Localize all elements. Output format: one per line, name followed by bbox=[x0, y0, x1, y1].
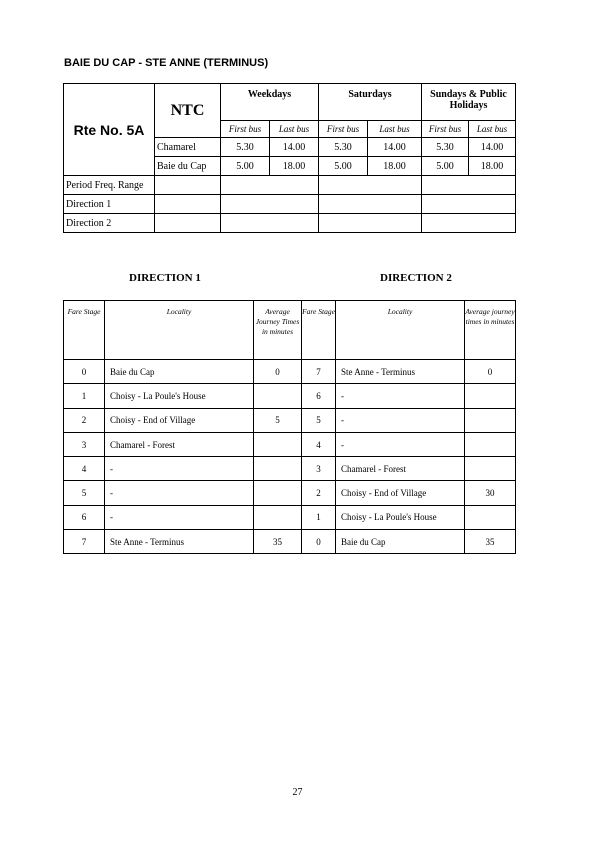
table-row bbox=[64, 195, 516, 214]
direction-2-heading: DIRECTION 2 bbox=[380, 272, 452, 284]
locality-cell: Choisy - La Poule's House bbox=[105, 384, 254, 408]
time-cell: 14.00 bbox=[368, 138, 422, 157]
table-row bbox=[64, 481, 516, 505]
header-journey-time: Average Journey Times in minutes bbox=[254, 301, 302, 360]
time-cell: 5.00 bbox=[221, 157, 270, 176]
fare-stage-cell: 7 bbox=[64, 530, 105, 554]
time-cell: 14.00 bbox=[469, 138, 516, 157]
journey-time-cell bbox=[254, 505, 302, 529]
journey-time-cell: 30 bbox=[465, 481, 516, 505]
row-label: Direction 2 bbox=[64, 214, 155, 233]
page-number: 27 bbox=[292, 787, 303, 798]
fare-stage-cell: 2 bbox=[302, 481, 336, 505]
table-row bbox=[64, 457, 516, 481]
place-name: Chamarel bbox=[155, 138, 221, 157]
place-name: Baie du Cap bbox=[155, 157, 221, 176]
table-row bbox=[64, 432, 516, 456]
journey-time-cell: 0 bbox=[465, 360, 516, 384]
operator-name: NTC bbox=[155, 84, 221, 138]
time-cell: 5.00 bbox=[319, 157, 368, 176]
header-fare-stage: Fare Stage bbox=[64, 301, 105, 360]
journey-time-cell bbox=[465, 408, 516, 432]
sub-header: First bus bbox=[221, 121, 270, 138]
journey-time-cell: 35 bbox=[465, 530, 516, 554]
journey-time-cell: 35 bbox=[254, 530, 302, 554]
fare-stage-cell: 5 bbox=[302, 408, 336, 432]
time-cell: 5.30 bbox=[221, 138, 270, 157]
time-cell: 5.30 bbox=[319, 138, 368, 157]
sub-header: First bus bbox=[422, 121, 469, 138]
locality-cell: Choisy - La Poule's House bbox=[336, 505, 465, 529]
time-cell: 18.00 bbox=[368, 157, 422, 176]
table-row bbox=[64, 360, 516, 384]
locality-cell: Baie du Cap bbox=[336, 530, 465, 554]
table-row bbox=[64, 505, 516, 529]
journey-time-cell bbox=[254, 432, 302, 456]
locality-cell: - bbox=[336, 408, 465, 432]
table-row bbox=[64, 176, 516, 195]
journey-time-cell: 0 bbox=[254, 360, 302, 384]
header-journey-time: Average journey times in minutes bbox=[465, 301, 516, 360]
fare-stage-cell: 3 bbox=[302, 457, 336, 481]
journey-time-cell bbox=[254, 384, 302, 408]
fare-stage-cell: 0 bbox=[64, 360, 105, 384]
locality-cell: Baie du Cap bbox=[105, 360, 254, 384]
journey-time-cell bbox=[465, 505, 516, 529]
table-row bbox=[64, 214, 516, 233]
sub-header: First bus bbox=[319, 121, 368, 138]
time-cell: 18.00 bbox=[270, 157, 319, 176]
row-label: Direction 1 bbox=[64, 195, 155, 214]
day-group-header: Weekdays bbox=[221, 84, 319, 121]
sub-header: Last bus bbox=[368, 121, 422, 138]
time-cell: 18.00 bbox=[469, 157, 516, 176]
fare-stage-cell: 4 bbox=[64, 457, 105, 481]
journey-time-cell bbox=[254, 481, 302, 505]
fare-stage-cell: 6 bbox=[302, 384, 336, 408]
fare-stage-cell: 5 bbox=[64, 481, 105, 505]
journey-time-cell bbox=[465, 384, 516, 408]
fare-stage-cell: 2 bbox=[64, 408, 105, 432]
journey-time-cell: 5 bbox=[254, 408, 302, 432]
locality-cell: - bbox=[336, 432, 465, 456]
locality-cell: Choisy - End of Village bbox=[105, 408, 254, 432]
fare-stage-cell: 0 bbox=[302, 530, 336, 554]
direction-1-heading: DIRECTION 1 bbox=[129, 272, 201, 284]
row-label: Period Freq. Range bbox=[64, 176, 155, 195]
route-number: Rte No. 5A bbox=[64, 84, 155, 176]
time-cell: 14.00 bbox=[270, 138, 319, 157]
journey-time-cell bbox=[465, 432, 516, 456]
sub-header: Last bus bbox=[270, 121, 319, 138]
locality-cell: Chamarel - Forest bbox=[105, 432, 254, 456]
locality-cell: Ste Anne - Terminus bbox=[105, 530, 254, 554]
locality-cell: - bbox=[105, 505, 254, 529]
table-row bbox=[64, 408, 516, 432]
journey-time-cell bbox=[254, 457, 302, 481]
locality-cell: - bbox=[105, 481, 254, 505]
fare-stage-table bbox=[63, 300, 516, 554]
fare-stage-cell: 1 bbox=[64, 384, 105, 408]
fare-stage-cell: 6 bbox=[64, 505, 105, 529]
locality-cell: Chamarel - Forest bbox=[336, 457, 465, 481]
time-cell: 5.00 bbox=[422, 157, 469, 176]
header-fare-stage: Fare Stage bbox=[302, 301, 336, 360]
fare-stage-cell: 1 bbox=[302, 505, 336, 529]
header-locality: Locality bbox=[336, 301, 465, 360]
table-row bbox=[64, 530, 516, 554]
time-cell: 5.30 bbox=[422, 138, 469, 157]
schedule-table bbox=[63, 83, 516, 233]
day-group-header: Saturdays bbox=[319, 84, 422, 121]
header-locality: Locality bbox=[105, 301, 254, 360]
journey-time-cell bbox=[465, 457, 516, 481]
table-row bbox=[64, 384, 516, 408]
locality-cell: - bbox=[336, 384, 465, 408]
day-group-header: Sundays & Public Holidays bbox=[422, 84, 516, 121]
fare-stage-cell: 4 bbox=[302, 432, 336, 456]
locality-cell: Ste Anne - Terminus bbox=[336, 360, 465, 384]
page-title: BAIE DU CAP - STE ANNE (TERMINUS) bbox=[64, 57, 269, 69]
fare-stage-cell: 3 bbox=[64, 432, 105, 456]
locality-cell: - bbox=[105, 457, 254, 481]
sub-header: Last bus bbox=[469, 121, 516, 138]
locality-cell: Choisy - End of Village bbox=[336, 481, 465, 505]
fare-stage-cell: 7 bbox=[302, 360, 336, 384]
